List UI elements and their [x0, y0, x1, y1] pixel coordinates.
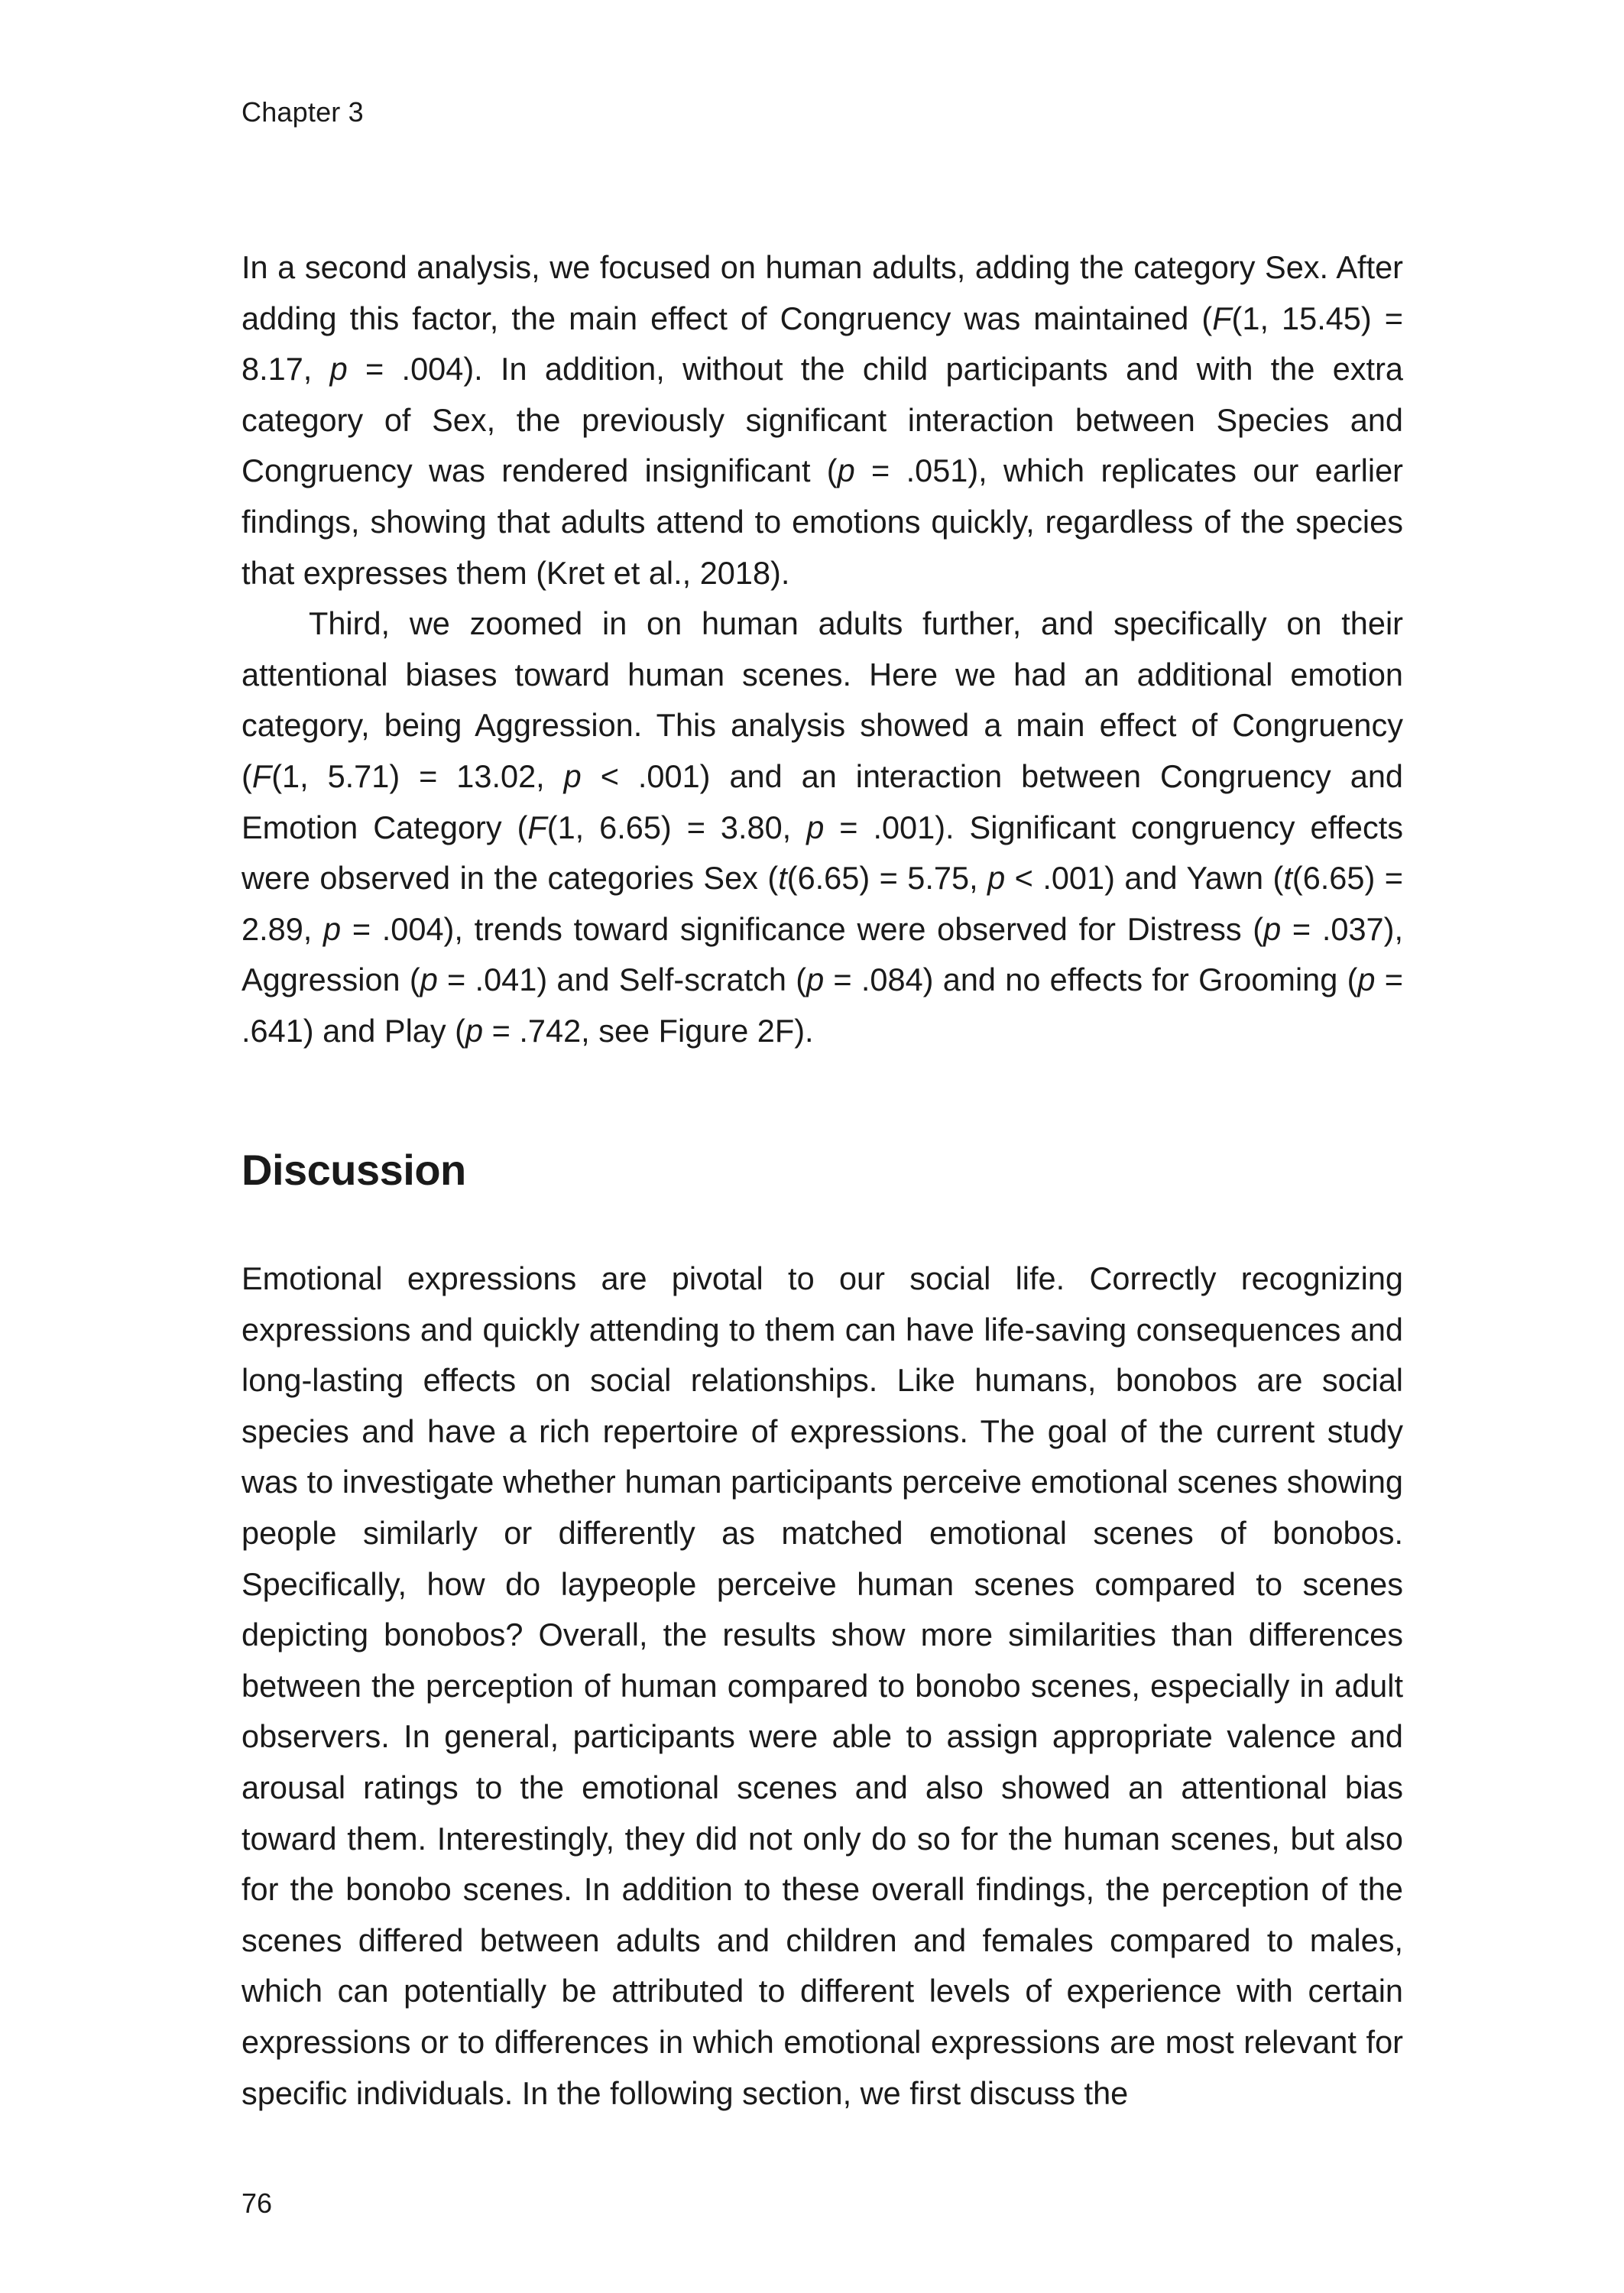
page-number: 76	[241, 2188, 273, 2219]
discussion-paragraph-1: Emotional expressions are pivotal to our social life. Correctly recognizing expressions and quickly attending to them can have life-saving consequences and long-lasting effects on social relationships. Like humans, bonobos are social species and have a rich repertoire of expressions. The goal of the current study was to investigate whether human participants perceive emotional scenes showing people similarly or differently as matched emotional scenes of bonobos. Specifically, how do laypeople perceive human scenes compared to scenes depicting bonobos? Overall, the results show more similarities than differences between the perception of human compared to bonobo scenes, especially in adult observers. In general, participants were able to assign appropriate valence and arousal ratings to the emotional scenes and also showed an attentional bias toward them. Interestingly, they did not only do so for the human scenes, but also for the bonobo scenes. In addition to these overall findings, the perception of the scenes differed between adults and children and females compared to males, which can potentially be attributed to different levels of experience with certain expressions or to differences in which emotional expressions are most relevant for specific individuals. In the following section, we first discuss the	[241, 1260, 1403, 2111]
results-paragraph-1: In a second analysis, we focused on human adults, adding the category Sex. After adding this factor, the main effect of Congruency was maintained (F(1, 15.45) = 8.17, p = .004). In addition, without the child participants and with the extra category of Sex, the previously significant interaction between Species and Congruency was rendered insignificant (p = .051), which replicates our earlier findings, showing that adults attend to emotions quickly, regardless of the species that expresses them (Kret et al., 2018).	[241, 249, 1403, 591]
section-heading-discussion: Discussion	[241, 1146, 466, 1194]
results-paragraph-2: Third, we zoomed in on human adults further, and specifically on their attentional biases toward human scenes. Here we had an additional emotion category, being Aggression. This analysis showed a main effect of Congruency (F(1, 5.71) = 13.02, p < .001) and an interaction between Congruency and Emotion Category (F(1, 6.65) = 3.80, p = .001). Significant congruency effects were observed in the categories Sex (t(6.65) = 5.75, p < .001) and Yawn (t(6.65) = 2.89, p = .004), trends toward significance were observed for Distress (p = .037), Aggression (p = .041) and Self-scratch (p = .084) and no effects for Grooming (p = .641) and Play (p = .742, see Figure 2F).	[241, 605, 1403, 1049]
running-head: Chapter 3	[241, 96, 364, 128]
discussion-section	[241, 1254, 1403, 2119]
results-section	[241, 242, 1403, 1057]
